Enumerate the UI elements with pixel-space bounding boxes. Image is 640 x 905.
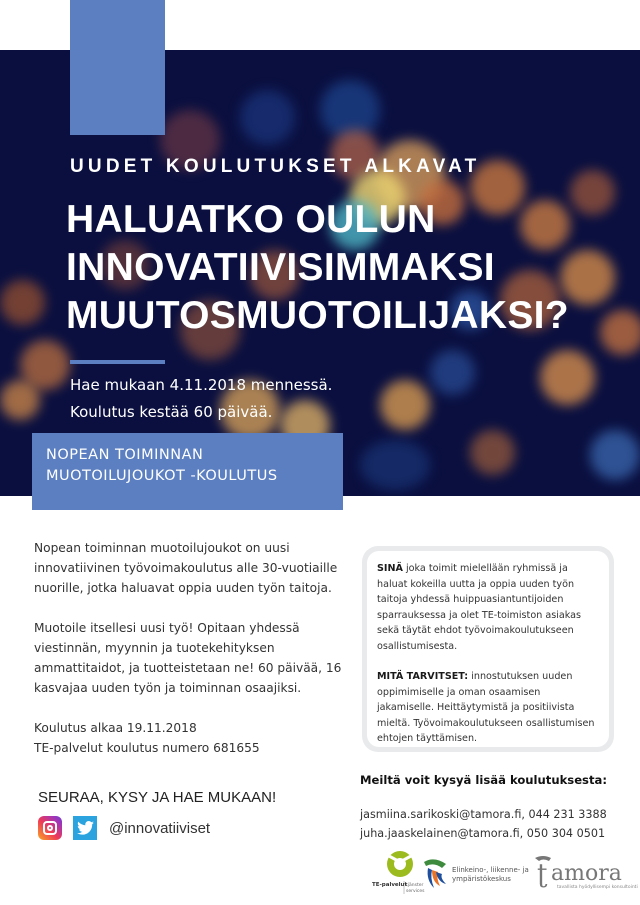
- description-paragraph-1: Nopean toiminnan muotoilujoukot on uusi innovatiivinen työvoimakoulutus alle 30-vuotiaille nuorille, jotka haluavat oppia uuden työn taitoja.: [34, 541, 338, 595]
- course-description: [34, 538, 354, 758]
- application-info: [70, 372, 332, 426]
- tamora-logo: [533, 852, 640, 892]
- needs-text: innostutuksen uuden oppimimiselle ja oman osaamisen jakamiselle. Heittäytymistä ja positiivista mieltä. Työvoimakoulutukseen osallistumisen ehtojen täyttämisen.: [377, 671, 595, 744]
- headline: [66, 196, 626, 340]
- duration-line: Koulutus kestää 60 päivää.: [70, 403, 273, 421]
- contact-line-2[interactable]: juha.jaaskelainen@tamora.fi, 050 304 0501: [360, 827, 606, 840]
- start-date: Koulutus alkaa 19.11.2018: [34, 721, 197, 735]
- instagram-icon[interactable]: [38, 816, 62, 840]
- tamora-tagline: tavallista hyödyllisempi konsultointi: [557, 885, 638, 890]
- contact-title: Meiltä voit kysyä lisää koulutuksesta:: [360, 773, 607, 787]
- te-palvelut-name: TE-palvelut: [372, 882, 408, 888]
- needs-label: MITÄ TARVITSET:: [377, 671, 469, 682]
- svg-text:ʈ: ʈ: [537, 859, 548, 889]
- course-name-box: [32, 433, 343, 510]
- headline-line-1: HALUATKO OULUN: [66, 198, 436, 241]
- ely-emblem-icon: [422, 856, 532, 892]
- contact-line-1[interactable]: jasmiina.sarikoski@tamora.fi, 044 231 3388: [360, 808, 607, 821]
- headline-line-3: MUUTOSMUOTOILIJAKSI?: [66, 294, 569, 337]
- te-palvelut-sub2: services: [406, 889, 425, 894]
- svg-text:amora: amora: [551, 861, 622, 886]
- sina-label: SINÄ: [377, 563, 403, 574]
- headline-line-2: INNOVATIIVISIMMAKSI: [66, 246, 495, 289]
- contact-list: [360, 805, 607, 843]
- headline-underline: [70, 360, 165, 364]
- course-name-line-2: MUOTOILUJOUKOT -KOULUTUS: [46, 468, 278, 484]
- te-palvelut-logo: [370, 848, 430, 898]
- deadline-line: Hae mukaan 4.11.2018 mennessä.: [70, 376, 333, 394]
- target-audience-card: [362, 546, 614, 752]
- description-paragraph-2: Muotoile itsellesi uusi työ! Opitaan yhdessä viestinnän, myynnin ja tuotekehityksen ammattitaidot, ja tuotteistetaan ne! 60 päivää, 16 kasvajaa uuden työn ja toiminnan osaajiksi.: [34, 621, 342, 695]
- social-row: [38, 816, 210, 840]
- needs-paragraph: [377, 669, 599, 747]
- ely-keskus-logo: [422, 856, 532, 892]
- kicker-text: UUDET KOULUTUKSET ALKAVAT: [70, 156, 481, 177]
- te-palvelut-sub1: tjänster: [406, 883, 424, 888]
- course-number: TE-palvelut koulutus numero 681655: [34, 741, 260, 755]
- tamora-wordmark-icon: [533, 852, 640, 892]
- ely-line-1: Elinkeino-, liikenne- ja: [452, 866, 529, 874]
- ely-line-2: ympäristökeskus: [452, 875, 511, 883]
- twitter-icon[interactable]: [73, 816, 97, 840]
- sina-paragraph: [377, 561, 599, 654]
- sina-text: joka toimit mielellään ryhmissä ja haluat kokeilla uutta ja oppia uuden työn taitoja yhdessä huippuasiantuntijoiden sparrauksessa ja olet TE-toimiston asiakas sekä täytät ehdot työvoimakoulutukseen osallistumisesta.: [377, 563, 582, 652]
- social-handle[interactable]: @innovatiiviset: [109, 819, 211, 837]
- te-palvelut-emblem-icon: [370, 848, 430, 898]
- partner-logos: [370, 848, 640, 898]
- course-name-line-1: NOPEAN TOIMINNAN: [46, 447, 204, 463]
- twitter-bird-glyph: [77, 821, 94, 835]
- decorative-blue-block: [70, 0, 165, 135]
- follow-title: SEURAA, KYSY JA HAE MUKAAN!: [38, 789, 277, 806]
